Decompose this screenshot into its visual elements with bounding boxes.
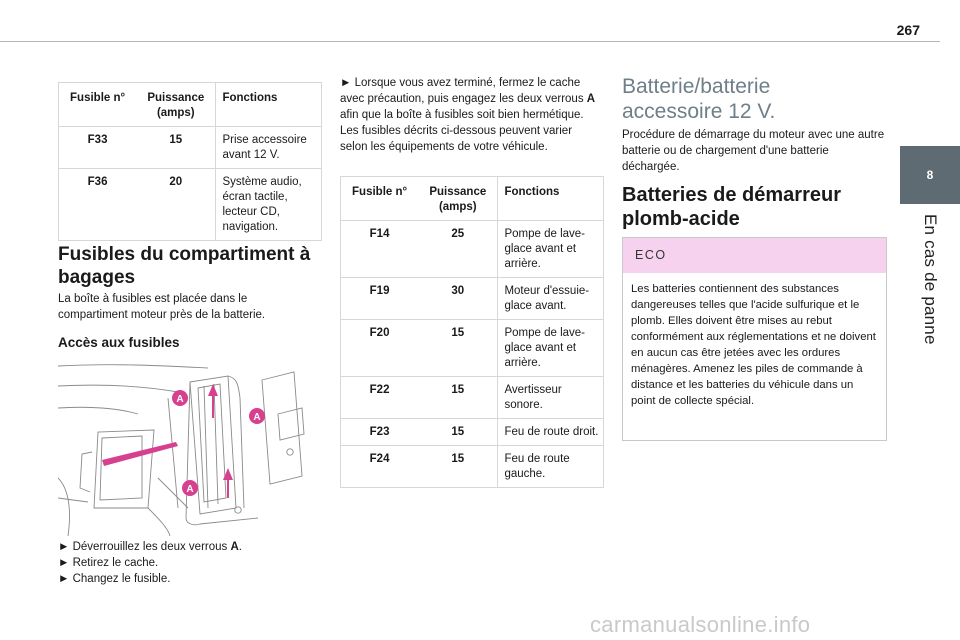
list-item — [58, 539, 320, 555]
steps-list — [58, 539, 320, 587]
table-header-row — [59, 83, 322, 127]
table-row — [341, 221, 604, 278]
fuse-function: Avertisseur sonore. — [498, 377, 604, 419]
list-item — [58, 571, 320, 587]
watermark: carmanualsonline.info — [590, 612, 811, 637]
svg-text:A: A — [176, 394, 184, 405]
step-text: Changez le fusible. — [72, 573, 171, 585]
closing-step — [340, 75, 602, 123]
header-divider — [0, 41, 940, 42]
step-marker: ► — [58, 541, 70, 553]
fuse-table-front — [58, 82, 322, 241]
fuse-number: F19 — [341, 278, 419, 320]
fuse-number: F23 — [341, 419, 419, 446]
fuse-function: Feu de route droit. — [498, 419, 604, 446]
svg-text:A: A — [253, 412, 261, 423]
table-row — [341, 320, 604, 377]
fuse-number: F14 — [341, 221, 419, 278]
chapter-number: 8 — [926, 168, 934, 182]
fuse-amps: 15 — [418, 320, 498, 377]
step-marker: ► — [58, 573, 70, 585]
fuse-number: F36 — [59, 169, 137, 241]
step-text: Retirez le cache. — [72, 557, 159, 569]
col-header-fuse: Fusible n° — [59, 83, 137, 127]
col-header-amps: Puissance (amps) — [136, 83, 216, 127]
fuse-amps: 20 — [136, 169, 216, 241]
equipment-note: Les fusibles décrits ci-dessous peuvent varier selon les équipements de votre véhicule. — [340, 125, 573, 153]
col-header-functions: Fonctions — [498, 177, 604, 221]
step-bold: A — [230, 541, 239, 553]
fuse-number: F24 — [341, 446, 419, 488]
fuse-amps: 15 — [418, 446, 498, 488]
list-item — [58, 555, 320, 571]
eco-label: ECO — [623, 238, 886, 273]
fuse-amps: 25 — [418, 221, 498, 278]
table-row — [341, 446, 604, 488]
section-title-trunk-fuses: Fusibles du compartiment à bagages — [58, 244, 311, 288]
fuse-amps: 15 — [418, 419, 498, 446]
callout-a-2 — [249, 408, 265, 424]
col-header-amps: Puissance (amps) — [418, 177, 498, 221]
fuse-amps: 30 — [418, 278, 498, 320]
fuse-function: Prise accessoire avant 12 V. — [216, 127, 322, 169]
svg-text:A: A — [186, 484, 194, 495]
step-marker: ► — [340, 77, 352, 89]
subtitle-lead-acid: Batteries de démarreur plomb-acide — [622, 184, 841, 230]
fuse-amps: 15 — [136, 127, 216, 169]
fuse-function: Pompe de lave-glace avant et arrière. — [498, 320, 604, 377]
table-header-row — [341, 177, 604, 221]
fuse-amps: 15 — [418, 377, 498, 419]
battery-intro-text: Procédure de démarrage du moteur avec une autre batterie ou de chargement d'une batterie déchargée. — [622, 129, 885, 173]
trunk-intro-text: La boîte à fusibles est placée dans le compartiment moteur près de la batterie. — [58, 293, 266, 321]
fuse-number: F20 — [341, 320, 419, 377]
step-text: Lorsque vous avez terminé, fermez le cache avec précaution, puis engagez les deux verrous — [340, 77, 587, 105]
callout-a-3 — [182, 480, 198, 496]
chapter-title — [900, 214, 960, 414]
fuse-function: Feu de route gauche. — [498, 446, 604, 488]
closing-instructions — [340, 75, 602, 155]
pointer-arrow-1 — [102, 442, 178, 466]
step-marker: ► — [58, 557, 70, 569]
fuse-table-trunk — [340, 176, 604, 488]
fusebox-illustration — [58, 358, 320, 536]
subtitle-access-fuses: Accès aux fusibles — [58, 335, 180, 350]
eco-notice-box — [622, 237, 887, 441]
step-suffix: . — [238, 541, 242, 553]
table-row — [59, 169, 322, 241]
step-suffix: afin que la boîte à fusibles soit bien hermétique. — [340, 109, 584, 121]
step-bold: A — [586, 93, 596, 105]
fuse-number: F33 — [59, 127, 137, 169]
chapter-title-text: En cas de panne — [921, 214, 940, 345]
page-number: 267 — [896, 22, 920, 38]
eco-text: Les batteries contiennent des substances dangereuses telles que l'acide sulfurique et le plomb. Elles doivent être mises au rebut conformément aux réglementations et ne doivent en aucun cas être jetées avec les ordures ménagères. Amenez les piles de commande à distance et les batteries du véhicule dans un point de collecte spécial. — [631, 283, 876, 407]
callout-a-1 — [172, 390, 188, 406]
table-row — [341, 419, 604, 446]
table-row — [341, 278, 604, 320]
col-header-functions: Fonctions — [216, 83, 322, 127]
fuse-function: Moteur d'essuie-glace avant. — [498, 278, 604, 320]
col-header-fuse: Fusible n° — [341, 177, 419, 221]
table-row — [341, 377, 604, 419]
section-title-battery: Batterie/batterie accessoire 12 V. — [622, 75, 776, 123]
chapter-tab[interactable] — [900, 146, 960, 204]
fuse-number: F22 — [341, 377, 419, 419]
fuse-function: Pompe de lave-glace avant et arrière. — [498, 221, 604, 278]
step-text: Déverrouillez les deux verrous — [72, 541, 231, 553]
table-row — [59, 127, 322, 169]
fuse-function: Système audio, écran tactile, lecteur CD, navigation. — [216, 169, 322, 241]
